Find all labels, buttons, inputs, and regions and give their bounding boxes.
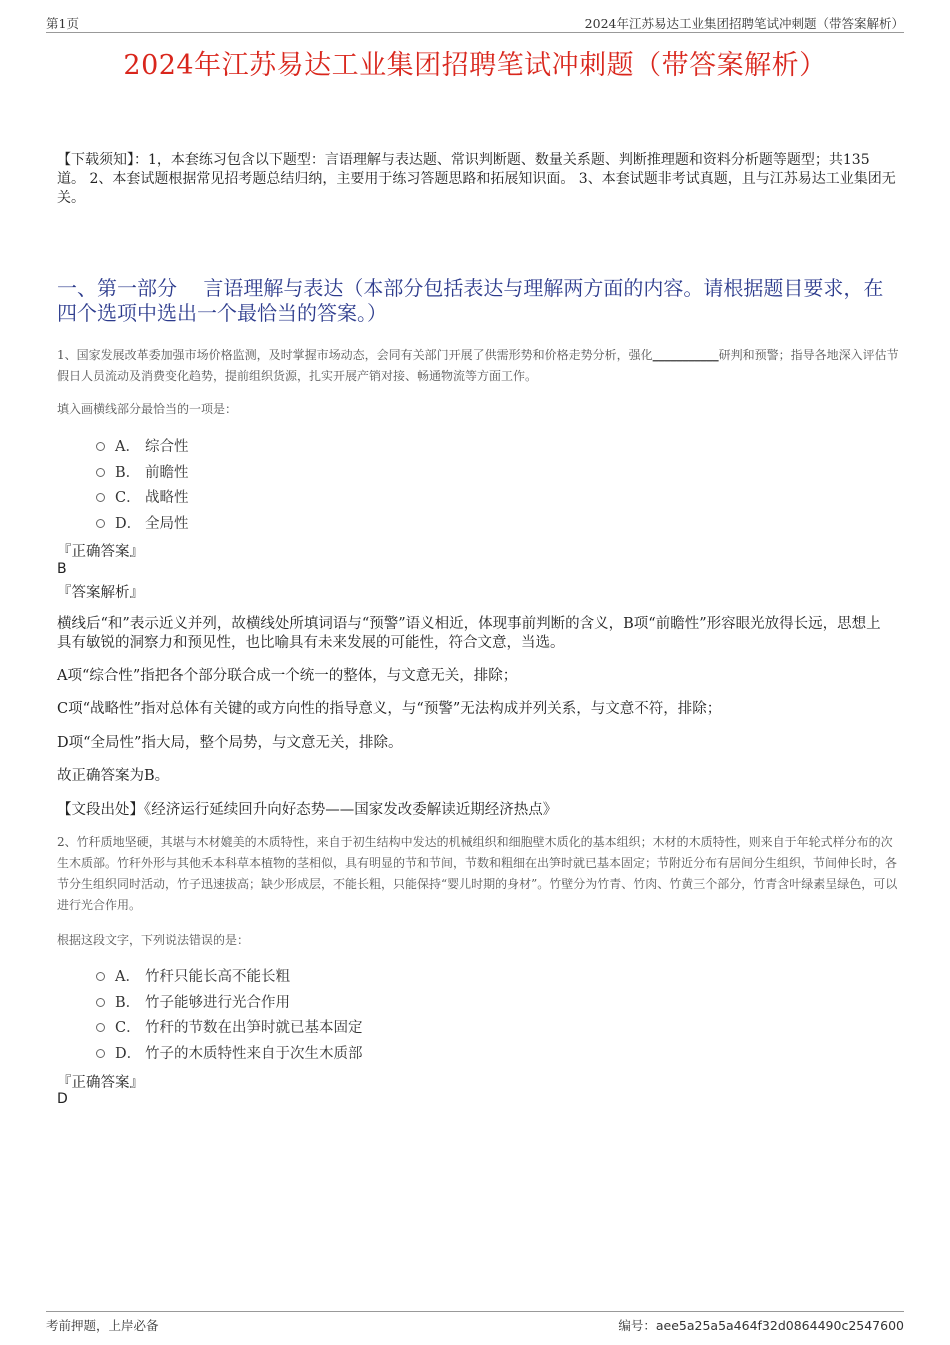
question-1-option-c[interactable] [96,485,596,511]
radio-button[interactable] [96,1049,105,1058]
radio-button[interactable] [96,519,105,528]
question-1-text-before: 1、国家发展改革委加强市场价格监测，及时掌握市场动态，会同有关部门开展了供需形势和价格走势分析，强化 [57,348,653,362]
option-letter: C． [115,1020,141,1036]
option-text: 竹子的木质特性来自于次生木质部 [145,1045,363,1062]
option-letter: D． [115,1045,142,1062]
radio-button[interactable] [96,468,105,477]
question-2-option-a[interactable] [96,964,596,990]
question-1-option-a[interactable] [96,434,596,460]
question-1-blank: ___________ [652,348,719,362]
question-2-options [96,964,596,1066]
option-letter: B． [115,994,141,1011]
question-1-analysis-para-4: D项“全局性”指大局，整个局势，与文意无关，排除。 [57,735,403,751]
question-1-analysis-para-2: A项“综合性”指把各个部分联合成一个统一的整体，与文意无关，排除； [57,668,518,684]
page-footer [46,1311,904,1332]
option-text: 竹秆只能长高不能长粗 [145,969,290,985]
document-title: 2024年江苏易达工业集团招聘笔试冲刺题（带答案解析） [123,50,827,81]
question-1-options [96,434,596,536]
option-text: 竹子能够进行光合作用 [145,994,290,1011]
footer-slogan: 考前押题，上岸必备 [46,1318,159,1333]
question-2-option-d[interactable] [96,1041,596,1067]
question-1-source: 【文段出处】《经济运行延续回升向好态势——国家发改委解读近期经济热点》 [57,802,558,818]
download-notice: 【下载须知】：1，本套练习包含以下题型：言语理解与表达题、常识判断题、数量关系题、判断推理题和资料分析题等题型；共135道。 2、本套试题根据常见招考题总结归纳，主要用于练习答题思路和拓展知识面。 3、本套试题非考试真题，且与江苏易达工业集团无关。 [57,152,896,206]
option-letter: B． [115,464,141,481]
question-1-option-b[interactable] [96,460,596,486]
question-2-prompt: 根据这段文字，下列说法错误的是： [57,933,250,947]
question-1-text-after: 研判和预警；指导各地深入评估节假日人员流动及消费变化趋势，提前组织货源，扎实开展产销对接、畅通物流等方面工作。 [57,348,899,383]
question-1-answer-label: 『正确答案』 [57,544,144,560]
footer-code: aee5a25a5a464f32d0864490c2547600 [655,1318,904,1333]
radio-button[interactable] [96,493,105,502]
option-letter: C． [115,490,141,506]
question-2-answer-label: 『正确答案』 [57,1075,144,1091]
question-2-answer: D [57,1091,68,1107]
question-2-option-c[interactable] [96,1015,596,1041]
option-text: 前瞻性 [145,464,189,481]
radio-button[interactable] [96,998,105,1007]
question-2-option-b[interactable] [96,990,596,1016]
question-1-analysis-para-3: C项“战略性”指对总体有关键的或方向性的指导意义，与“预警”无法构成并列关系，与文意不符，排除； [57,701,722,717]
option-text: 全局性 [145,515,189,532]
question-1-text [57,345,899,387]
radio-button[interactable] [96,972,105,981]
option-text: 战略性 [145,490,189,506]
question-1-prompt: 填入画横线部分最恰当的一项是： [57,402,238,416]
question-1-analysis-para-1: 横线后“和”表示近义并列，故横线处所填词语与“预警”语义相近，体现事前判断的含义，B项“前瞻性”形容眼光放得长远，思想上具有敏锐的洞察力和预见性，也比喻具有未来发展的可能性，符合文意，当选。 [57,616,881,651]
question-1-analysis-label: 『答案解析』 [57,585,144,601]
option-letter: A． [115,969,140,985]
footer-code-block [618,1316,904,1334]
question-1-option-d[interactable] [96,511,596,537]
question-1-answer: B [57,561,67,577]
option-letter: A． [115,439,140,455]
option-letter: D． [115,515,142,532]
radio-button[interactable] [96,1023,105,1032]
page-number: 第1页 [46,16,79,31]
option-text: 竹秆的节数在出笋时就已基本固定 [145,1020,363,1036]
header-doc-name: 2024年江苏易达工业集团招聘笔试冲刺题（带答案解析） [584,16,904,31]
section-heading: 一、第一部分 言语理解与表达（本部分包括表达与理解两方面的内容。请根据题目要求，在四个选项中选出一个最恰当的答案。） [57,276,884,325]
page-header [46,14,904,33]
question-1-analysis-para-5: 故正确答案为B。 [57,768,170,784]
footer-code-label: 编号： [618,1318,656,1333]
question-2-text: 2、竹秆质地坚硬，其堪与木材媲美的木质特性，来自于初生结构中发达的机械组织和细胞壁木质化的基本组织；木材的木质特性，则来自于年轮式样分布的次生木质部。竹秆外形与其他禾本科草本植物的茎相似，具有明显的节和节间，节数和粗细在出笋时就已基本固定；节附近分布有居间分生组织，节间伸长时，各节分生组织同时活动，竹子迅速拔高；缺少形成层，不能长粗，只能保持“婴儿时期的身材”。竹壁分为竹青、竹肉、竹黄三个部分，竹青含叶绿素呈绿色，可以进行光合作用。 [57,835,898,912]
radio-button[interactable] [96,442,105,451]
option-text: 综合性 [145,439,189,455]
